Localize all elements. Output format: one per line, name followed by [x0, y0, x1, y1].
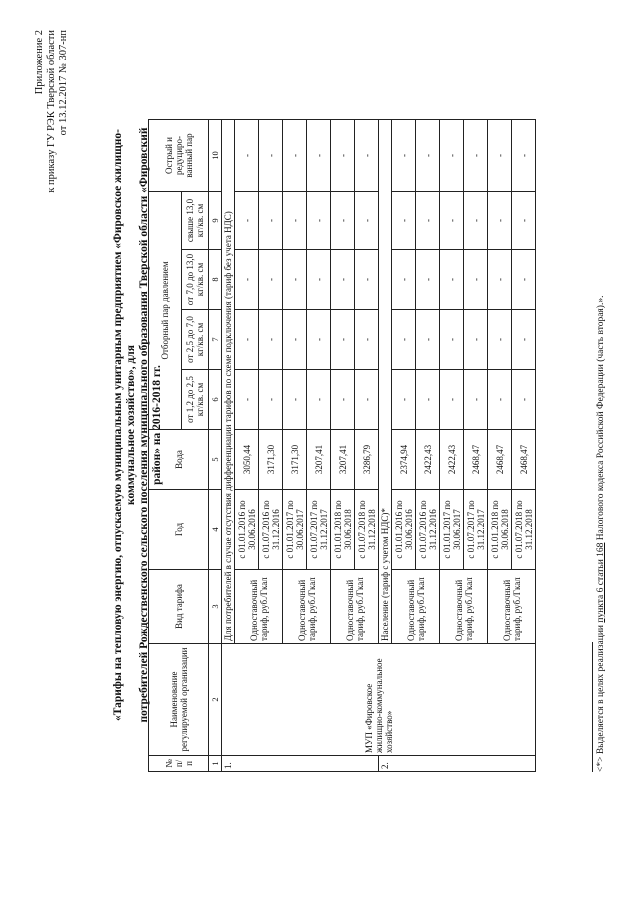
tariff-type-cell: Одноставочный тариф, руб./Гкал	[392, 570, 440, 644]
steam-cell: -	[331, 119, 355, 191]
period-cell: с 01.07.2016 по 31.12.2016	[416, 490, 440, 570]
steam-cell: -	[512, 310, 536, 370]
water-cell: 3050,44	[235, 430, 259, 490]
steam-cell: -	[464, 370, 488, 430]
header-steam-group: Отборный пар давлением	[149, 191, 182, 429]
header-steam-2: от 2,5 до 7,0 кг/кв. см	[182, 310, 209, 370]
col-number: 6	[209, 370, 222, 430]
period-cell: с 01.07.2017 по 31.12.2017	[307, 490, 331, 570]
period-cell: с 01.01.2016 по 30.06.2016	[235, 490, 259, 570]
steam-cell: -	[488, 370, 512, 430]
header-sharp-steam: Острый и редуциро-ванный пар	[149, 119, 209, 191]
period-cell: с 01.01.2018 по 30.06.2018	[331, 490, 355, 570]
period-cell: с 01.01.2017 по 30.06.2017	[440, 490, 464, 570]
col-number: 7	[209, 310, 222, 370]
steam-cell: -	[355, 310, 379, 370]
steam-cell: -	[464, 310, 488, 370]
steam-cell: -	[283, 119, 307, 191]
steam-cell: -	[392, 191, 416, 249]
water-cell: 2374,94	[392, 430, 416, 490]
water-cell: 3171,30	[259, 430, 283, 490]
appendix-line-3: от 13.12.2017 № 307-нп	[58, 30, 69, 136]
col-number: 1	[209, 756, 222, 772]
water-cell: 2468,47	[464, 430, 488, 490]
footnote-text-after: Налогового кодекса Российской Федерации (часть вторая).».	[596, 295, 606, 543]
col-number: 8	[209, 250, 222, 310]
steam-cell: -	[416, 250, 440, 310]
steam-cell: -	[464, 119, 488, 191]
steam-cell: -	[259, 119, 283, 191]
column-numbers-row	[209, 119, 222, 771]
water-cell: 2468,47	[512, 430, 536, 490]
section-num-1: 1.	[222, 756, 379, 772]
footnote	[596, 72, 607, 772]
title-line-1: «Тарифы на тепловую энергию, отпускаемую муниципальным унитарным предприятием «Фировское жилищно-коммунальное хозяйство», для	[112, 128, 137, 722]
steam-cell: -	[440, 191, 464, 249]
steam-cell: -	[488, 119, 512, 191]
steam-cell: -	[440, 370, 464, 430]
header-steam-4: свыше 13,0 кг/кв. см	[182, 191, 209, 249]
title-line-2: потребителей Рождественского сельского поселения муниципального образования Тверской области «Фировский район» на 2016-2018 гг.	[138, 127, 163, 723]
col-number: 9	[209, 191, 222, 249]
water-cell: 3207,41	[331, 430, 355, 490]
steam-cell: -	[283, 191, 307, 249]
tariff-type-cell: Одноставочный тариф, руб./Гкал	[283, 570, 331, 644]
period-cell: с 01.07.2017 по 31.12.2017	[464, 490, 488, 570]
tariff-type-cell: Одноставочный тариф, руб./Гкал	[235, 570, 283, 644]
steam-cell: -	[512, 370, 536, 430]
col-number: 3	[209, 570, 222, 644]
steam-cell: -	[392, 310, 416, 370]
steam-cell: -	[392, 370, 416, 430]
appendix-line-2: к приказу ГУ РЭК Тверской области	[46, 30, 57, 193]
steam-cell: -	[488, 191, 512, 249]
section-label-1: Для потребителей в случае отсутствия дифференциации тарифов по схеме подключения (тариф без учета НДС)	[222, 119, 235, 643]
steam-cell: -	[464, 191, 488, 249]
tariff-type-cell: Одноставочный тариф, руб./Гкал	[440, 570, 488, 644]
steam-cell: -	[307, 191, 331, 249]
col-number: 4	[209, 490, 222, 570]
steam-cell: -	[331, 310, 355, 370]
steam-cell: -	[259, 191, 283, 249]
header-org: Наименование регулируемой организации	[149, 644, 209, 756]
steam-cell: -	[259, 310, 283, 370]
steam-cell: -	[259, 250, 283, 310]
col-number: 10	[209, 119, 222, 191]
steam-cell: -	[392, 119, 416, 191]
steam-cell: -	[331, 250, 355, 310]
tariff-type-cell: Одноставочный тариф, руб./Гкал	[331, 570, 379, 644]
water-cell: 2468,47	[488, 430, 512, 490]
tariff-table	[148, 119, 536, 772]
appendix-line-1: Приложение 2	[34, 30, 45, 95]
water-cell: 3207,41	[307, 430, 331, 490]
header-water: Вода	[149, 430, 209, 490]
steam-cell: -	[283, 250, 307, 310]
water-cell: 2422,43	[440, 430, 464, 490]
steam-cell: -	[440, 310, 464, 370]
footnote-law-link[interactable]: пункта 6 статьи 168	[596, 542, 606, 623]
steam-cell: -	[355, 370, 379, 430]
tariff-type-cell: Одноставочный тариф, руб./Гкал	[488, 570, 536, 644]
period-cell: с 01.07.2018 по 31.12.2018	[512, 490, 536, 570]
steam-cell: -	[488, 250, 512, 310]
water-cell: 3286,79	[355, 430, 379, 490]
steam-cell: -	[512, 119, 536, 191]
header-num: № п/ п	[149, 756, 209, 772]
header-tariff-type: Вид тарифа	[149, 570, 209, 644]
steam-cell: -	[331, 191, 355, 249]
steam-cell: -	[355, 119, 379, 191]
col-number: 2	[209, 644, 222, 756]
steam-cell: -	[512, 250, 536, 310]
steam-cell: -	[259, 370, 283, 430]
water-cell: 3171,30	[283, 430, 307, 490]
period-cell: с 01.07.2016 по 31.12.2016	[259, 490, 283, 570]
section-label-2: Население (тариф с учетом НДС)*	[379, 119, 392, 643]
period-cell: с 01.01.2018 по 30.06.2018	[488, 490, 512, 570]
steam-cell: -	[307, 119, 331, 191]
footnote-text-before: <*> Выделяется в целях реализации	[596, 622, 606, 772]
steam-cell: -	[235, 191, 259, 249]
footnote-divider	[592, 642, 593, 772]
steam-cell: -	[488, 310, 512, 370]
steam-cell: -	[440, 250, 464, 310]
steam-cell: -	[355, 191, 379, 249]
steam-cell: -	[235, 250, 259, 310]
steam-cell: -	[283, 370, 307, 430]
steam-cell: -	[307, 250, 331, 310]
steam-cell: -	[355, 250, 379, 310]
section-num-2: 2.	[379, 756, 536, 772]
rotated-sheet	[20, 10, 620, 890]
header-year: Год	[149, 490, 209, 570]
steam-cell: -	[512, 191, 536, 249]
steam-cell: -	[235, 310, 259, 370]
steam-cell: -	[307, 310, 331, 370]
steam-cell: -	[416, 370, 440, 430]
period-cell: с 01.01.2017 по 30.06.2017	[283, 490, 307, 570]
steam-cell: -	[392, 250, 416, 310]
col-number: 5	[209, 430, 222, 490]
steam-cell: -	[440, 119, 464, 191]
appendix-note	[34, 30, 70, 330]
steam-cell: -	[416, 191, 440, 249]
period-cell: с 01.01.2016 по 30.06.2016	[392, 490, 416, 570]
steam-cell: -	[464, 250, 488, 310]
org-name-cell: МУП «Фировское жилищно-коммунальное хозяйство»	[222, 644, 536, 756]
steam-cell: -	[235, 119, 259, 191]
steam-cell: -	[416, 310, 440, 370]
steam-cell: -	[307, 370, 331, 430]
header-steam-3: от 7,0 до 13,0 кг/кв. см	[182, 250, 209, 310]
steam-cell: -	[416, 119, 440, 191]
header-steam-1: от 1,2 до 2,5 кг/кв. см	[182, 370, 209, 430]
steam-cell: -	[283, 310, 307, 370]
period-cell: с 01.07.2018 по 31.12.2018	[355, 490, 379, 570]
steam-cell: -	[235, 370, 259, 430]
water-cell: 2422,43	[416, 430, 440, 490]
steam-cell: -	[331, 370, 355, 430]
